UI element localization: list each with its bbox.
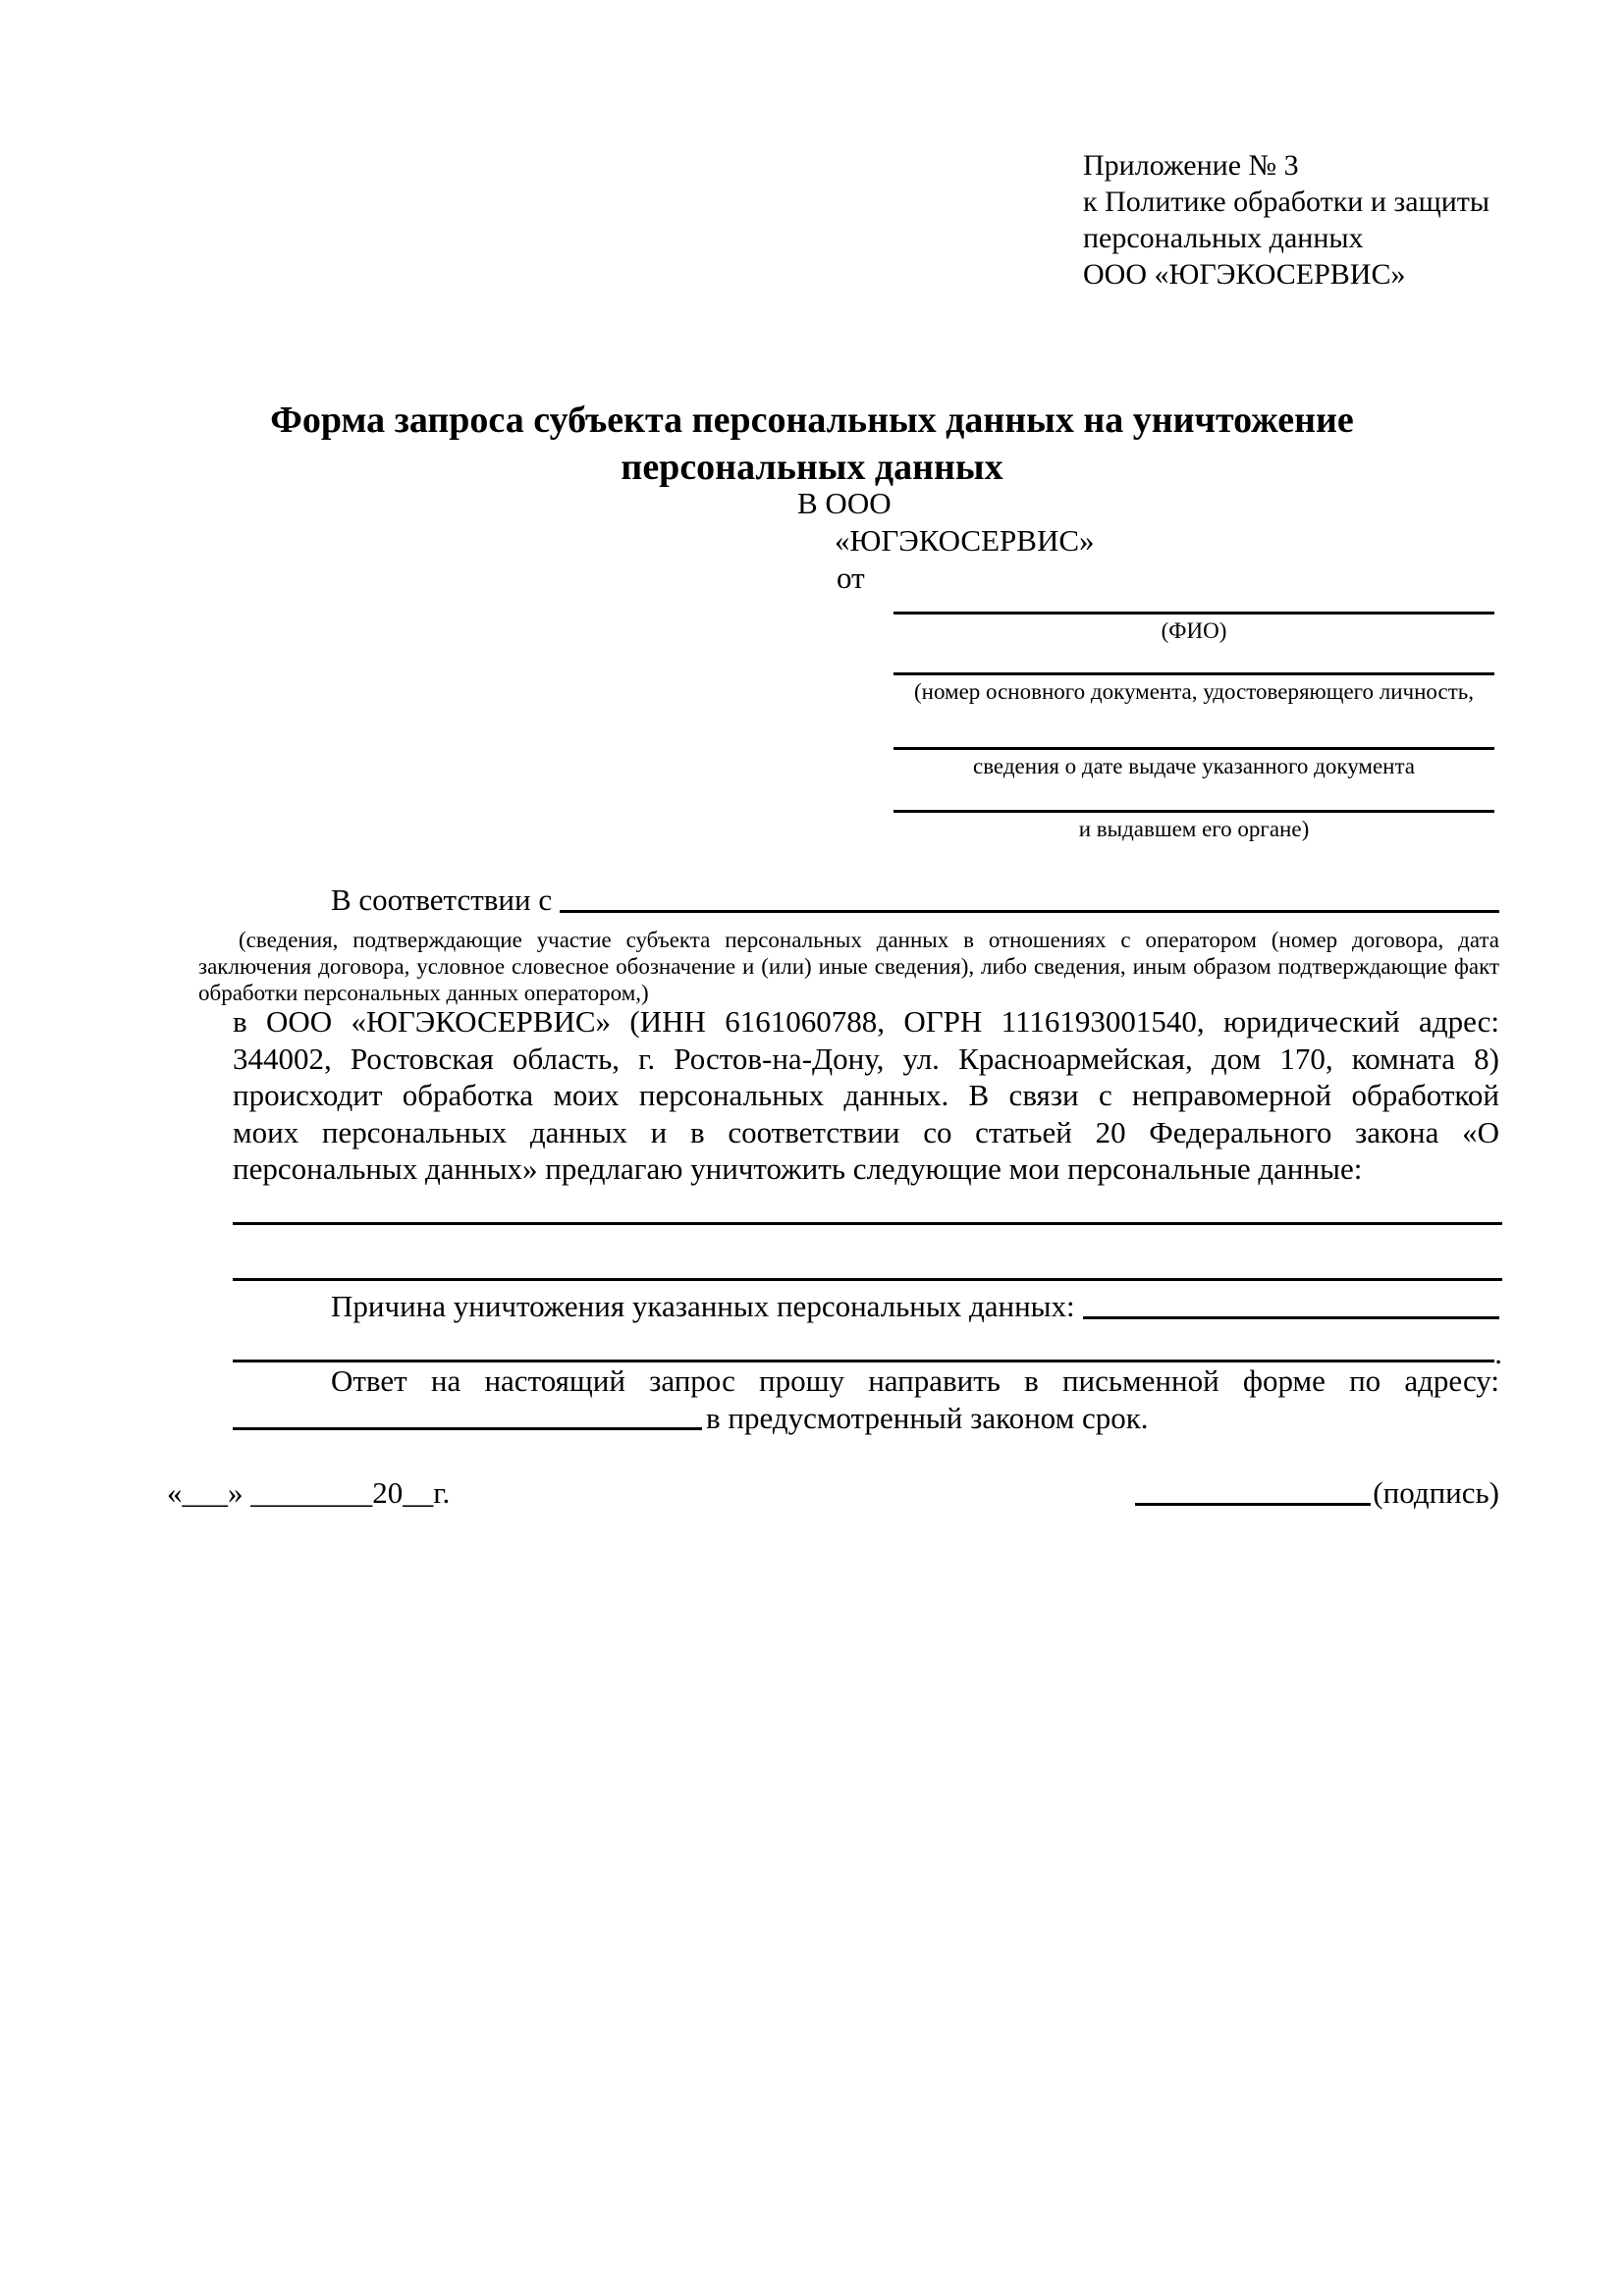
appendix-line: персональных данных [1083, 222, 1364, 254]
document-title [0, 397, 1624, 491]
answer-paragraph [233, 1362, 1499, 1436]
title-line: персональных данных [621, 447, 1003, 488]
appendix-line: к Политике обработки и защиты [1083, 186, 1490, 218]
reason-label: Причина уничтожения указанных персональных данных: [331, 1289, 1075, 1323]
appendix-line: ООО «ЮГЭКОСЕРВИС» [1083, 258, 1406, 291]
issuing-authority-blank-line [893, 810, 1494, 813]
answer-line: Ответ на настоящий запрос прошу направить в письменной форме по адресу: [331, 1363, 1499, 1398]
reason-terminator: . [1494, 1336, 1502, 1370]
recipient-org: «ЮГЭКОСЕРВИС» [835, 523, 1095, 558]
signature-group [1135, 1474, 1499, 1512]
recipient-from-label: от [837, 561, 865, 595]
reason-row [233, 1288, 1499, 1325]
body-line: персональных данных» предлагаю уничтожить следующие мои персональные данные: [233, 1151, 1363, 1186]
signature-caption: (подпись) [1373, 1475, 1499, 1510]
reason-blank-line [233, 1335, 1494, 1362]
body-line: моих персональных данных и в соответствии со статьей 20 Федерального закона «О [233, 1114, 1499, 1149]
document-number-blank-line [893, 672, 1494, 675]
fio-blank-line [893, 612, 1494, 614]
footer-row [167, 1474, 1499, 1512]
body-line: происходит обработка моих персональных данных. В связи с неправомерной обработкой [233, 1078, 1499, 1112]
date-blank: «___» ________20__г. [167, 1475, 451, 1510]
fio-caption: (ФИО) [1161, 618, 1227, 643]
body-paragraph [233, 1003, 1499, 1188]
accordance-blank-line [560, 881, 1499, 913]
recipient-to: В ООО [797, 486, 892, 520]
reason-blank-line [1083, 1288, 1499, 1319]
address-blank-line [233, 1400, 702, 1431]
body-line: 344002, Ростовская область, г. Ростов-на-Дону, ул. Красноармейская, дом 170, комната 8) [233, 1041, 1499, 1076]
signature-blank-line [1135, 1474, 1371, 1506]
issue-date-caption: сведения о дате выдаче указанного документа [972, 754, 1416, 778]
issuing-authority-caption: и выдавшем его органе) [1078, 817, 1310, 841]
issue-date-blank-line [893, 747, 1494, 750]
data-blank-line [233, 1222, 1502, 1225]
appendix-line: Приложение № 3 [1083, 149, 1299, 182]
data-blank-line [233, 1278, 1502, 1281]
answer-suffix: в предусмотренный законом срок. [706, 1400, 1149, 1435]
appendix-block [1083, 147, 1489, 293]
answer-address-row [233, 1400, 1499, 1437]
note-line: (сведения, подтверждающие участие субъекта персональных данных в отношениях с оператором (номер договора, дата [239, 928, 1499, 952]
accordance-note [198, 927, 1499, 1006]
accordance-row [233, 881, 1499, 919]
document-number-caption: (номер основного документа, удостоверяющего личность, [913, 679, 1474, 704]
accordance-prefix: В соответствии с [331, 882, 553, 917]
note-line: заключения договора, условное словесное обозначение и (или) иные сведения), либо сведения, иным образом подтверждающие факт [198, 954, 1499, 979]
title-line: Форма запроса субъекта персональных данных на уничтожение [270, 400, 1354, 441]
body-line: в ООО «ЮГЭКОСЕРВИС» (ИНН 6161060788, ОГРН 1116193001540, юридический адрес: [233, 1004, 1499, 1039]
note-line: обработки персональных данных оператором,) [198, 981, 649, 1005]
